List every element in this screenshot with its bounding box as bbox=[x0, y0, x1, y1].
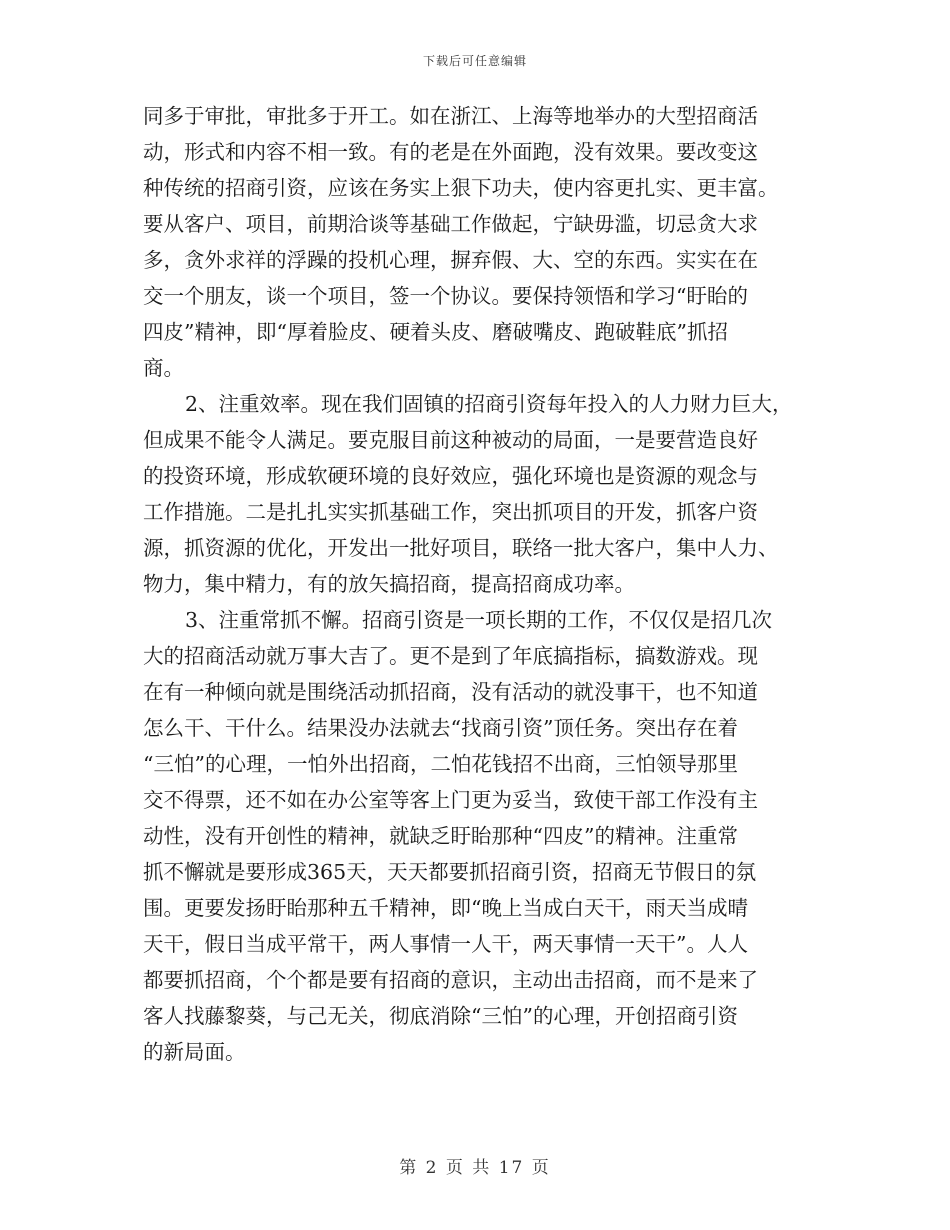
body-line: 怎么干、干什么。结果没办法就去“找商引资”顶任务。突出存在着 bbox=[143, 716, 738, 740]
body-line: 客人找藤黎葵，与己无关，彻底消除“三怕”的心理，开创招商引资 bbox=[143, 1004, 738, 1028]
paragraph-start-line: 2、注重效率。现在我们固镇的招商引资每年投入的人力财力巨大， bbox=[185, 392, 793, 416]
body-line: 交不得票，还不如在办公室等客上门更为妥当，致使干部工作没有主 bbox=[143, 788, 758, 812]
body-line: 源，抓资源的优化，开发出一批好项目，联络一批大客户，集中人力、 bbox=[143, 536, 779, 560]
body-line: 围。更要发扬盱眙那种五千精神，即“晚上当成白天干，雨天当成晴 bbox=[143, 896, 748, 920]
body-line: 同多于审批，审批多于开工。如在浙江、上海等地举办的大型招商活 bbox=[143, 104, 758, 128]
page-header: 下载后可任意编辑 bbox=[422, 54, 527, 68]
body-line: 商。 bbox=[143, 356, 184, 380]
body-line: 多，贪外求祥的浮躁的投机心理，摒弃假、大、空的东西。实实在在 bbox=[143, 248, 758, 272]
body-line: 都要抓招商，个个都是要有招商的意识，主动出击招商，而不是来了 bbox=[143, 968, 758, 992]
body-line: 天干，假日当成平常干，两人事情一人干，两天事情一天干”。人人 bbox=[143, 932, 748, 956]
body-line: 动性，没有开创性的精神，就缺乏盱眙那种“四皮”的精神。注重常 bbox=[143, 824, 738, 848]
body-line: 交一个朋友，谈一个项目，签一个协议。要保持领悟和学习“盱眙的 bbox=[143, 284, 748, 308]
body-line: 大的招商活动就万事大吉了。更不是到了年底搞指标，搞数游戏。现 bbox=[143, 644, 758, 668]
body-line: 的新局面。 bbox=[143, 1040, 246, 1064]
body-line: 动，形式和内容不相一致。有的老是在外面跑，没有效果。要改变这 bbox=[143, 140, 758, 164]
document-body bbox=[143, 98, 823, 1070]
body-line: 工作措施。二是扎扎实实抓基础工作，突出抓项目的开发，抓客户资 bbox=[143, 500, 758, 524]
body-line: 种传统的招商引资，应该在务实上狠下功夫，使内容更扎实、更丰富。 bbox=[143, 176, 779, 200]
body-line: 物力，集中精力，有的放矢搞招商，提高招商成功率。 bbox=[143, 572, 635, 596]
body-line: “三怕”的心理，一怕外出招商，二怕花钱招不出商，三怕领导那里 bbox=[143, 752, 738, 776]
page-number-footer: 第 2 页 共 17 页 bbox=[399, 1158, 551, 1178]
paragraph-start-line: 3、注重常抓不懈。招商引资是一项长期的工作，不仅仅是招几次 bbox=[185, 608, 773, 632]
body-line: 四皮”精神，即“厚着脸皮、硬着头皮、磨破嘴皮、跑破鞋底”抓招 bbox=[143, 320, 728, 344]
body-line: 要从客户、项目，前期洽谈等基础工作做起，宁缺毋滥，切忌贪大求 bbox=[143, 212, 758, 236]
body-line: 抓不懈就是要形成365天，天天都要抓招商引资，招商无节假日的氛 bbox=[143, 860, 757, 884]
body-line: 但成果不能令人满足。要克服目前这种被动的局面，一是要营造良好 bbox=[143, 428, 758, 452]
body-line: 的投资环境，形成软硬环境的良好效应，强化环境也是资源的观念与 bbox=[143, 464, 758, 488]
body-line: 在有一种倾向就是围绕活动抓招商，没有活动的就没事干，也不知道 bbox=[143, 680, 758, 704]
